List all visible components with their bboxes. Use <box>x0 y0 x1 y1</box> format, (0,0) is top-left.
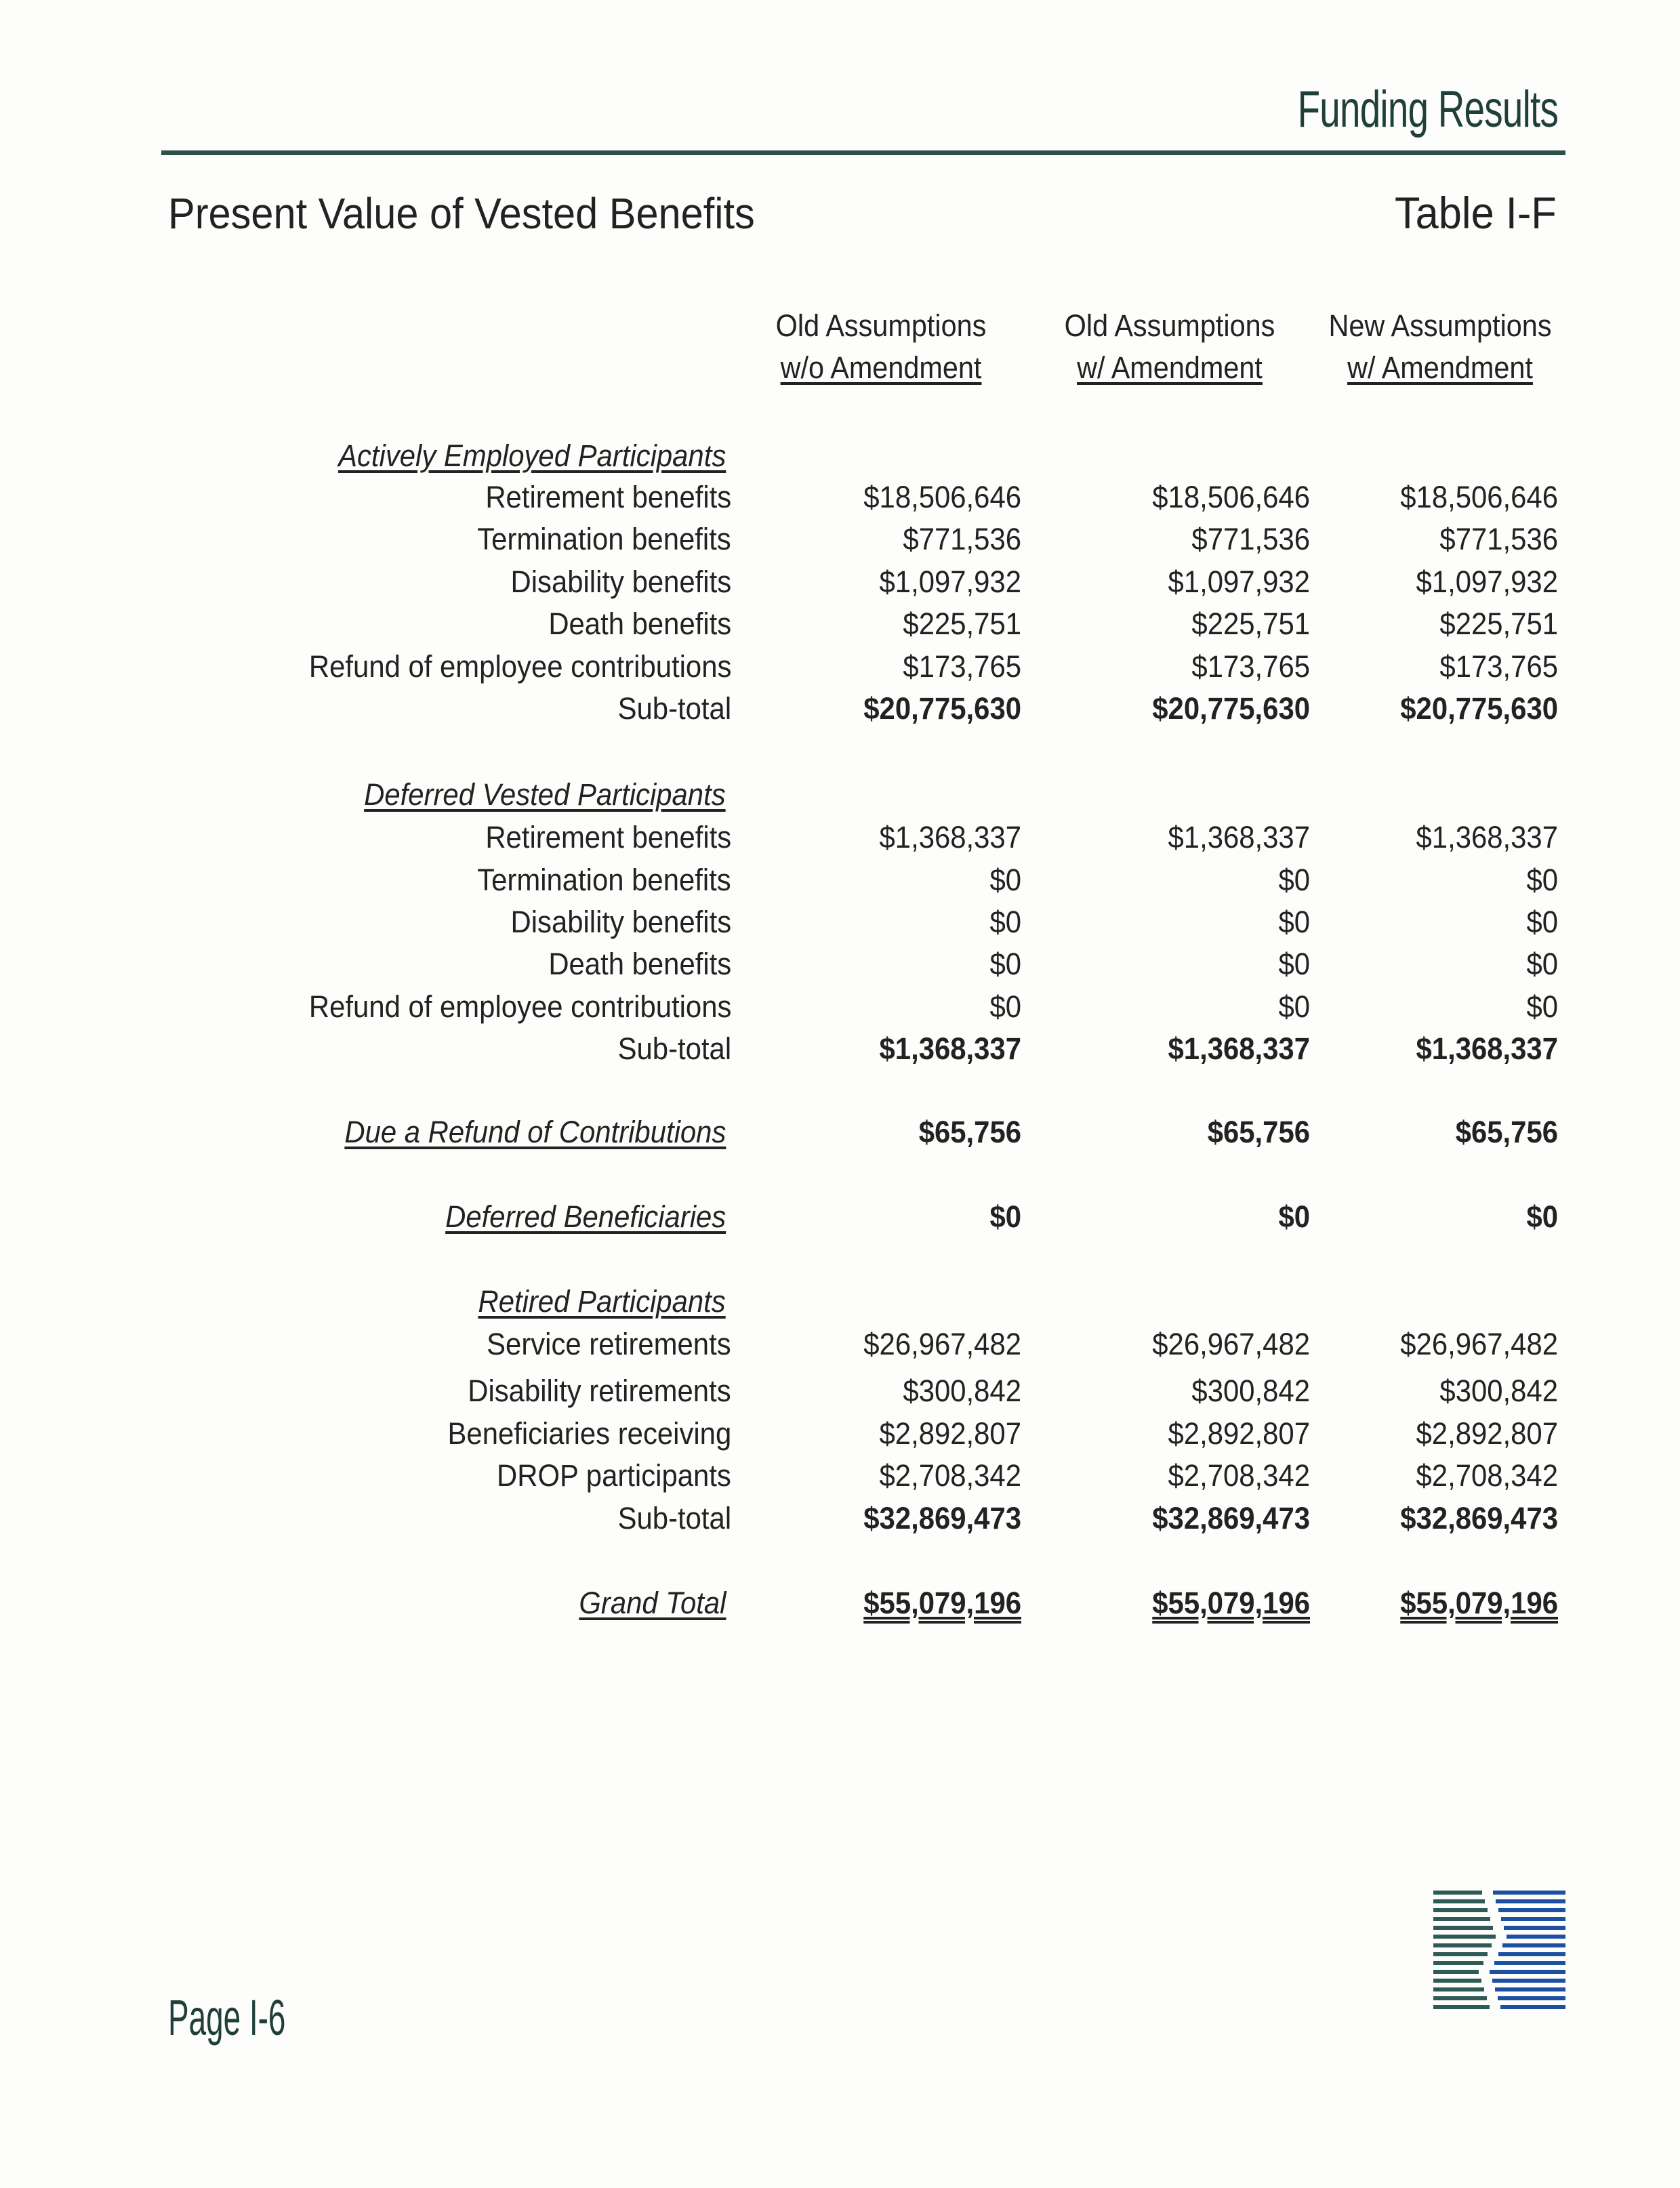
logo-stripe-left <box>1433 2005 1490 2009</box>
cell-value: $65,756 <box>1455 1115 1558 1149</box>
logo-stripe-left <box>1433 1970 1479 1974</box>
cell-value: $0 <box>989 863 1021 897</box>
table-row <box>0 518 1680 560</box>
cell-value: $0 <box>1526 905 1558 939</box>
cell-value: $1,368,337 <box>1416 820 1558 854</box>
table-row <box>0 943 1680 985</box>
column-header-3 <box>1309 305 1571 389</box>
table-row <box>0 1196 1680 1238</box>
logo-stripe-right <box>1502 1943 1565 1947</box>
column-header-1 <box>750 305 1012 389</box>
cell-value: $18,506,646 <box>1400 480 1558 514</box>
row-label: Service retirements <box>487 1327 731 1361</box>
row-label: Refund of employee contributions <box>308 649 731 684</box>
cell-value: $0 <box>1278 905 1310 939</box>
cell-value: $55,079,196 <box>863 1586 1021 1620</box>
section-heading: Grand Total <box>578 1586 726 1620</box>
logo-stripe-left <box>1433 1996 1487 2000</box>
column-header-line2: w/ Amendment <box>1077 350 1263 385</box>
cell-value: $0 <box>1526 863 1558 897</box>
column-header-line1: Old Assumptions <box>775 308 987 343</box>
page-title: Present Value of Vested Benefits <box>168 189 755 238</box>
table-row <box>0 646 1680 688</box>
column-header-2 <box>1039 305 1300 389</box>
row-label: Disability benefits <box>510 564 731 599</box>
cell-value: $1,097,932 <box>1168 564 1310 599</box>
cell-value: $26,967,482 <box>1152 1327 1310 1361</box>
cell-value: $0 <box>1526 947 1558 981</box>
striped-s-logo-icon <box>1433 1891 1565 2016</box>
cell-value: $1,368,337 <box>1168 820 1310 854</box>
cell-value: $0 <box>1278 947 1310 981</box>
table-row <box>0 1281 1680 1323</box>
cell-value: $26,967,482 <box>1400 1327 1558 1361</box>
grand-total-row <box>0 1582 1680 1624</box>
logo-stripe-left <box>1433 1943 1492 1947</box>
table-row <box>0 476 1680 518</box>
cell-value: $0 <box>1278 989 1310 1024</box>
table-row <box>0 1028 1680 1070</box>
cell-value: $32,869,473 <box>863 1501 1021 1535</box>
cell-value: $65,756 <box>1207 1115 1310 1149</box>
column-header-line1: New Assumptions <box>1328 308 1552 343</box>
cell-value: $2,892,807 <box>1168 1416 1310 1451</box>
logo-stripe-left <box>1433 1952 1488 1956</box>
section-heading: Deferred Vested Participants <box>364 777 726 812</box>
cell-value: $0 <box>1526 1199 1558 1234</box>
page-number: Page I-6 <box>168 1989 286 2046</box>
row-label: Refund of employee contributions <box>308 989 731 1024</box>
table-row <box>0 561 1680 603</box>
cell-value: $1,368,337 <box>879 820 1021 854</box>
table-row <box>0 603 1680 645</box>
cell-value: $300,842 <box>903 1374 1021 1408</box>
cell-value: $20,775,630 <box>1152 691 1310 726</box>
section-heading: Actively Employed Participants <box>337 438 726 473</box>
cell-value: $0 <box>1526 989 1558 1024</box>
cell-value: $2,708,342 <box>879 1458 1021 1493</box>
cell-value: $0 <box>989 1199 1021 1234</box>
table-row <box>0 1413 1680 1455</box>
cell-value: $0 <box>1278 1199 1310 1234</box>
logo-stripe-right <box>1496 1899 1565 1903</box>
cell-value: $173,765 <box>1439 649 1558 684</box>
row-label: Termination benefits <box>477 863 731 897</box>
row-label: Disability retirements <box>468 1374 731 1408</box>
logo-stripe-right <box>1495 1987 1565 1991</box>
logo-stripe-right <box>1492 1979 1565 1983</box>
cell-value: $32,869,473 <box>1400 1501 1558 1535</box>
logo-stripe-left <box>1433 1987 1484 1991</box>
row-label: Death benefits <box>548 606 731 641</box>
table-row <box>0 986 1680 1028</box>
row-label: Beneficiaries receiving <box>447 1416 731 1451</box>
cell-value: $1,368,337 <box>879 1031 1021 1066</box>
cell-value: $55,079,196 <box>1400 1586 1558 1620</box>
logo-stripe-left <box>1433 1926 1493 1930</box>
cell-value: $300,842 <box>1191 1374 1310 1408</box>
table-row <box>0 817 1680 859</box>
logo-stripe-left <box>1433 1917 1490 1921</box>
cell-value: $0 <box>989 905 1021 939</box>
logo-stripe-left <box>1433 1935 1496 1939</box>
row-label: Sub-total <box>617 691 731 726</box>
table-row <box>0 774 1680 816</box>
row-label: Termination benefits <box>477 522 731 556</box>
table-row <box>0 901 1680 943</box>
cell-value: $26,967,482 <box>863 1327 1021 1361</box>
table-row <box>0 688 1680 730</box>
section-heading: Deferred Beneficiaries <box>445 1199 726 1234</box>
cell-value: $225,751 <box>903 606 1021 641</box>
logo-stripe-right <box>1494 1961 1565 1965</box>
cell-value: $771,536 <box>903 522 1021 556</box>
cell-value: $18,506,646 <box>863 480 1021 514</box>
logo-stripe-right <box>1498 1908 1565 1912</box>
table-id: Table I-F <box>1395 188 1557 238</box>
cell-value: $55,079,196 <box>1152 1586 1310 1620</box>
logo-stripe-right <box>1498 1952 1565 1956</box>
column-header-line2: w/ Amendment <box>1347 350 1533 385</box>
logo-stripe-right <box>1493 1891 1565 1895</box>
logo-stripe-right <box>1507 1935 1565 1939</box>
cell-value: $1,368,337 <box>1416 1031 1558 1066</box>
cell-value: $2,892,807 <box>879 1416 1021 1451</box>
logo-stripe-right <box>1504 1926 1565 1930</box>
row-label: Retirement benefits <box>485 820 731 854</box>
row-label: Retirement benefits <box>485 480 731 514</box>
cell-value: $32,869,473 <box>1152 1501 1310 1535</box>
column-header-line1: Old Assumptions <box>1064 308 1275 343</box>
cell-value: $1,368,337 <box>1168 1031 1310 1066</box>
table-row <box>0 1498 1680 1540</box>
table-row <box>0 1370 1680 1412</box>
row-label: DROP participants <box>497 1458 731 1493</box>
cell-value: $0 <box>989 947 1021 981</box>
section-heading: Retired Participants <box>478 1284 726 1319</box>
logo-stripe-left <box>1433 1961 1483 1965</box>
cell-value: $173,765 <box>903 649 1021 684</box>
cell-value: $225,751 <box>1191 606 1310 641</box>
row-label: Disability benefits <box>510 905 731 939</box>
cell-value: $1,097,932 <box>879 564 1021 599</box>
column-header-line2: w/o Amendment <box>780 350 982 385</box>
row-label: Sub-total <box>617 1031 731 1066</box>
cell-value: $0 <box>1278 863 1310 897</box>
cell-value: $2,708,342 <box>1168 1458 1310 1493</box>
logo-stripe-right <box>1500 2005 1565 2009</box>
table-row <box>0 859 1680 901</box>
cell-value: $65,756 <box>918 1115 1021 1149</box>
cell-value: $2,708,342 <box>1416 1458 1558 1493</box>
cell-value: $18,506,646 <box>1152 480 1310 514</box>
cell-value: $771,536 <box>1439 522 1558 556</box>
logo-stripe-left <box>1433 1891 1482 1895</box>
cell-value: $0 <box>989 989 1021 1024</box>
logo-stripe-left <box>1433 1908 1488 1912</box>
row-label: Sub-total <box>617 1501 731 1535</box>
row-label: Death benefits <box>548 947 731 981</box>
logo-stripe-left <box>1433 1899 1485 1903</box>
logo-stripe-right <box>1498 1996 1565 2000</box>
cell-value: $771,536 <box>1191 522 1310 556</box>
cell-value: $225,751 <box>1439 606 1558 641</box>
header-divider <box>161 150 1565 155</box>
cell-value: $20,775,630 <box>1400 691 1558 726</box>
section-heading: Due a Refund of Contributions <box>344 1115 726 1149</box>
cell-value: $20,775,630 <box>863 691 1021 726</box>
logo-stripe-right <box>1501 1917 1565 1921</box>
table-row <box>0 1455 1680 1497</box>
table-row <box>0 1323 1680 1365</box>
cell-value: $2,892,807 <box>1416 1416 1558 1451</box>
cell-value: $300,842 <box>1439 1374 1558 1408</box>
cell-value: $173,765 <box>1191 649 1310 684</box>
table-row <box>0 435 1680 477</box>
logo-stripe-left <box>1433 1979 1481 1983</box>
logo-stripe-right <box>1490 1970 1565 1974</box>
table-row <box>0 1111 1680 1153</box>
cell-value: $1,097,932 <box>1416 564 1558 599</box>
section-title: Funding Results <box>1297 81 1558 138</box>
